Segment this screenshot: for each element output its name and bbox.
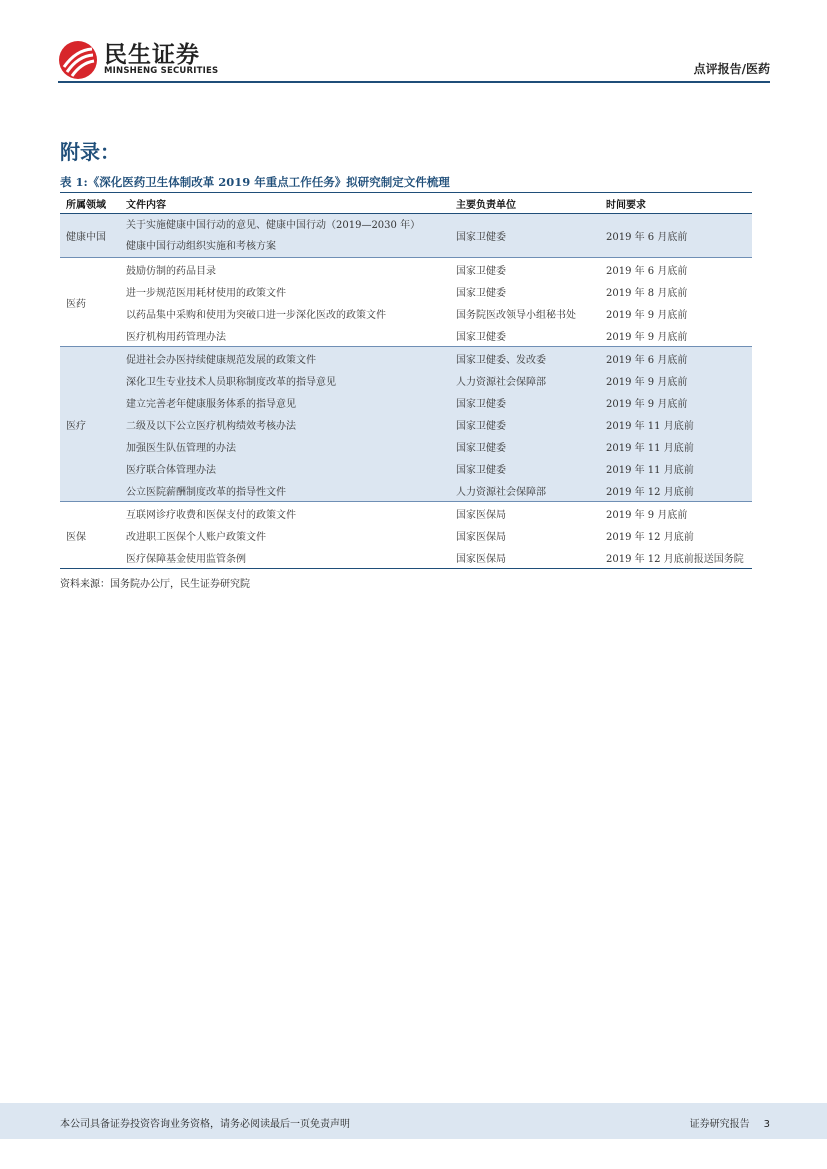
table-row	[60, 347, 752, 370]
unit-cell: 国家医保局	[456, 553, 506, 565]
table-row	[60, 524, 752, 546]
table-group-medical-care	[60, 347, 752, 502]
footer-label: 证券研究报告	[689, 1119, 750, 1130]
table-row	[60, 457, 752, 479]
unit-cell: 国家卫健委	[456, 265, 506, 277]
page-number: 3	[763, 1119, 770, 1130]
table-row	[60, 214, 752, 258]
footer-disclaimer: 本公司具备证券投资咨询业务资格，请务必阅读最后一页免责声明	[60, 1119, 350, 1130]
content-cell: 二级及以下公立医疗机构绩效考核办法	[120, 413, 450, 435]
unit-cell: 人力资源社会保障部	[450, 369, 600, 391]
unit-cell: 国家卫健委	[450, 435, 600, 457]
unit-cell: 国家卫健委	[456, 287, 506, 299]
brand-name-en: MINSHENG SECURITIES	[104, 66, 219, 76]
time-cell: 2019 年 11 月底前	[600, 413, 752, 435]
unit-cell: 国家卫健委	[450, 413, 600, 435]
table-row	[60, 479, 752, 502]
brand-name-cn: 民生证券	[104, 42, 200, 68]
table-group-medicine	[60, 258, 752, 347]
header-rule	[58, 81, 770, 83]
header-domain: 所属领域	[66, 199, 106, 211]
policy-table	[60, 192, 752, 569]
table-row	[60, 369, 752, 391]
content-cell: 进一步规范医用耗材使用的政策文件	[126, 287, 286, 299]
unit-cell: 国家卫健委	[450, 457, 600, 479]
unit-cell: 人力资源社会保障部	[450, 479, 600, 502]
unit-cell: 国家卫健委	[456, 331, 506, 343]
table-group-medical-insurance	[60, 502, 752, 569]
table-row	[60, 413, 752, 435]
domain-cell: 医保	[66, 531, 86, 543]
header-time: 时间要求	[606, 199, 646, 211]
section-title: 附录：	[60, 140, 120, 164]
time-cell: 2019 年 9 月底前	[606, 509, 688, 521]
content-cell: 改进职工医保个人账户政策文件	[126, 531, 266, 543]
time-cell: 2019 年 9 月底前	[600, 391, 752, 413]
domain-cell: 医药	[66, 298, 86, 310]
source-note: 资料来源：国务院办公厅，民生证券研究院	[60, 579, 250, 590]
content-cell: 互联网诊疗收费和医保支付的政策文件	[126, 509, 296, 521]
time-cell: 2019 年 9 月底前	[606, 331, 688, 343]
policy-table-container	[60, 192, 752, 569]
unit-cell: 国家卫健委	[450, 391, 600, 413]
time-cell: 2019 年 12 月底前	[606, 531, 694, 543]
unit-cell: 国家卫健委	[450, 214, 600, 258]
unit-cell: 国务院医改领导小组秘书处	[456, 309, 576, 321]
content-line-2: 健康中国行动组织实施和考核方案	[126, 240, 276, 252]
table-group-health-china	[60, 214, 752, 258]
content-cell: 加强医生队伍管理的办法	[120, 435, 450, 457]
header-content: 文件内容	[126, 199, 166, 211]
table-row	[60, 324, 752, 347]
table-row	[60, 302, 752, 324]
content-cell: 建立完善老年健康服务体系的指导意见	[120, 391, 450, 413]
table-caption: 表 1:《深化医药卫生体制改革 2019 年重点工作任务》拟研究制定文件梳理	[60, 175, 450, 189]
header-unit: 主要负责单位	[456, 199, 516, 211]
unit-cell: 国家医保局	[456, 509, 506, 521]
content-cell: 鼓励仿制的药品目录	[126, 265, 216, 277]
unit-cell: 国家卫健委、发改委	[450, 347, 600, 370]
page-header	[58, 36, 770, 82]
time-cell: 2019 年 9 月底前	[606, 309, 688, 321]
content-cell: 医疗机构用药管理办法	[126, 331, 226, 343]
table-row	[60, 502, 752, 525]
table-row	[60, 391, 752, 413]
domain-cell: 健康中国	[60, 214, 120, 258]
time-cell: 2019 年 12 月底前报送国务院	[606, 553, 744, 565]
content-cell: 医疗保障基金使用监管条例	[126, 553, 246, 565]
time-cell: 2019 年 11 月底前	[600, 435, 752, 457]
content-line-1: 关于实施健康中国行动的意见、健康中国行动（2019—2030 年）	[126, 219, 421, 231]
table-row	[60, 280, 752, 302]
content-cell: 公立医院薪酬制度改革的指导性文件	[120, 479, 450, 502]
time-cell: 2019 年 11 月底前	[600, 457, 752, 479]
domain-cell: 医疗	[60, 347, 120, 502]
time-cell: 2019 年 6 月底前	[606, 265, 688, 277]
time-cell: 2019 年 6 月底前	[600, 214, 752, 258]
unit-cell: 国家医保局	[456, 531, 506, 543]
content-cell	[120, 214, 450, 258]
table-row	[60, 258, 752, 281]
report-type: 点评报告/医药	[693, 62, 770, 76]
footer-right	[676, 1115, 770, 1130]
time-cell: 2019 年 8 月底前	[606, 287, 688, 299]
table-row	[60, 546, 752, 569]
content-cell: 医疗联合体管理办法	[120, 457, 450, 479]
content-cell: 以药品集中采购和使用为突破口进一步深化医改的政策文件	[126, 309, 386, 321]
content-cell: 深化卫生专业技术人员职称制度改革的指导意见	[120, 369, 450, 391]
table-header-row	[60, 193, 752, 214]
time-cell: 2019 年 12 月底前	[600, 479, 752, 502]
content-cell: 促进社会办医持续健康规范发展的政策文件	[120, 347, 450, 370]
time-cell: 2019 年 9 月底前	[600, 369, 752, 391]
minsheng-logo-icon	[58, 40, 98, 80]
time-cell: 2019 年 6 月底前	[600, 347, 752, 370]
table-row	[60, 435, 752, 457]
